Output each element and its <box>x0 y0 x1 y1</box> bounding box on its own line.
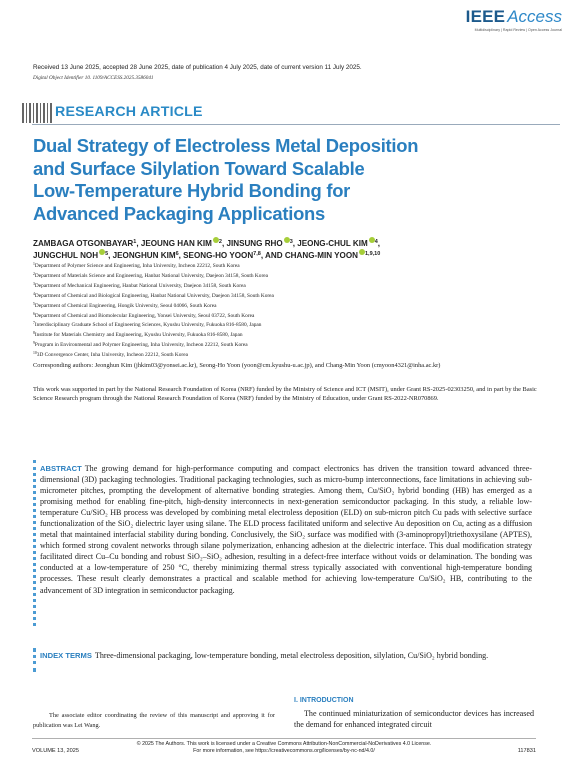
article-type-label: RESEARCH ARTICLE <box>55 104 203 120</box>
abstract-label: ABSTRACT <box>40 464 82 473</box>
banner-divider <box>32 124 560 125</box>
author-list: ZAMBAGA OTGONBAYAR$^1$, JEOUNG HAN KIM $^2$, JINSUNG RHO $^3$, JEONG-CHUL KIM $^4$, JUNGCHUL NOH $^5$, JEONGHUN KIM$^6$, SEONG-HO YOON$^{7,8}$, AND CHANG-MIN YOON $^{1,9,10}$ <box>33 239 381 260</box>
author-name: SEONG-HO YOON <box>183 251 254 260</box>
affiliation-item: $^8$Institute for Materials Chemistry and Engineering, Kyushu University, Fukuoka 816-8580, Japan <box>33 331 243 339</box>
affiliation-item: $^3$Department of Mechanical Engineering, Hanbat National University, Daejeon 34158, South Korea <box>33 281 246 289</box>
affiliation-item: $^1$Department of Polymer Science and Engineering, Inha University, Incheon 22212, South Korea <box>33 262 240 269</box>
author-name: JUNGCHUL NOH <box>33 251 99 260</box>
publication-dates: Received 13 June 2025, accepted 28 June 2025, date of publication 4 July 2025, date of current version 11 July 2025. <box>33 64 362 71</box>
affiliation-list <box>33 261 553 360</box>
logo-access: Access <box>507 7 562 26</box>
affiliation-item: $^6$Department of Chemical and Biomolecular Engineering, Yonsei University, Seoul 03722, South Korea <box>33 311 255 319</box>
doi: Digital Object Identifier 10. 1109/ACCESS.2025.3586041 <box>33 75 154 81</box>
author-name: JEOUNG HAN KIM <box>140 239 212 248</box>
author-name: CHANG-MIN YOON <box>284 251 358 260</box>
license-link[interactable]: For more information, see https://creativecommons.org/licenses/by-nc-nd/4.0/ <box>193 748 375 755</box>
author-name: ZAMBAGA OTGONBAYAR <box>33 239 134 248</box>
author-name: JINSUNG RHO <box>226 239 283 248</box>
introduction-text: The continued miniaturization of semiconductor devices has increased the demand for enhanced integrated circuit <box>294 709 534 729</box>
title-line: Low-Temperature Hybrid Bonding for <box>33 180 351 201</box>
journal-logo <box>436 8 562 38</box>
affiliation-item: $^2$Department of Materials Science and Engineering, Hanbat National University, Daejeon 34158, South Korea <box>33 271 268 279</box>
logo-tagline: Multidisciplinary | Rapid Review | Open Access Journal <box>474 28 562 32</box>
title-line: and Surface Silylation Toward Scalable <box>33 157 365 179</box>
index-terms-rule <box>33 648 39 672</box>
volume-info: VOLUME 13, 2025 <box>32 748 79 754</box>
title-line: Advanced Packaging Applications <box>33 202 326 224</box>
barcode-decoration <box>22 103 52 123</box>
logo-ieee: IEEE <box>465 7 506 26</box>
page-number: 117831 <box>517 748 536 754</box>
affiliation-item: $^9$Program in Environmental and Polymer Engineering, Inha University, Incheon 22212, South Korea <box>33 341 248 349</box>
index-terms-text: Three-dimensional packaging, low-temperature bonding, metal electroless deposition, silylation, Cu/SiO₂ hybrid bonding. <box>94 651 489 660</box>
affiliation-item: $^{10}$3D Convergence Center, Inha University, Incheon 22212, South Korea <box>33 351 188 359</box>
affiliation-item: $^7$Interdisciplinary Graduate School of Engineering Sciences, Kyushu University, Fukuoka 816-8580, Japan <box>33 321 262 329</box>
funding-statement: This work was supported in part by the National Research Foundation of Korea (NRF) funded by the Ministry of Science and ICT (MSIT), under Grant RS-2025-02303250, and in part by the Basic Science Research program through the National Research Foundation of Korea (NRF) funded by the Ministry of Education, under Grant RS-2022-NR070869. <box>33 386 537 402</box>
affiliation-item: $^4$Department of Chemical and Biological Engineering, Hanbat National University, Daejeon 34158, South Korea <box>33 291 274 299</box>
author-name: JEONG-CHUL KIM <box>297 239 368 248</box>
section-heading-introduction: I. INTRODUCTION <box>294 697 354 704</box>
license-line: © 2025 The Authors. This work is licensed under a Creative Commons Attribution-NonCommercial-NoDerivatives 4.0 License. <box>136 741 432 747</box>
paper-title <box>33 135 553 225</box>
affiliation-item: $^5$Department of Chemical Engineering, Hongik University, Seoul 04066, South Korea <box>33 301 217 309</box>
abstract-text: The growing demand for high-performance computing and compact electronics has driven the transition toward advanced three-dimensional (3D) packaging technologies. Traditional packaging technologies, such as micro-bump interconnections, face limitations in achieving sub-micrometer pitches, prompting the development of alternative bonding strategies. Among them, Cu/SiO₂ hybrid bonding (HB) has emerged as a promising method for enabling fine-pitch, high-density interconnects in next-generation semiconductor packaging. In this study, a reliable low-temperature Cu/SiO₂ HB process was developed by combining metal electroless deposition (ELD) on sub-micron pitch Cu pads with selective surface functionalization of the SiO₂ dielectric layer using silane. The ELD process facilitated uniform and selective Au deposition on Cu, acting as a diffusion metal that maintained interfacial stability during bonding. Conclusively, the SiO₂ surface was modified with (3-aminopropyl)triethoxysilane (APTES), which formed strong covalent networks through silane polymerization, enhancing adhesion at the dielectric interface. This dual modification strategy facilitated direct Cu–Cu bonding and robust SiO₂–SiO₂ adhesion, resulting in a defect-free interface without voids or delamination. The bonding was conducted at a low-temperature of 250 °C, thereby minimizing thermal stress typically associated with conventional high-temperature bonding processes. These result clearly demonstrates a practical and scalable method for achieving low-temperature Cu/SiO₂ HB, contributing to the advancement of 3D integration in semiconductor packaging. <box>40 464 532 595</box>
corresponding-authors: Corresponding authors: Jeonghun Kim (jhkim03@yonsei.ac.kr), Seong-Ho Yoon (yoon@cm.kyushu-u.ac.jp), and Chang-Min Yoon (cmyoon4321@inha.ac.kr) <box>33 362 441 369</box>
index-terms <box>40 650 532 661</box>
index-terms-label: INDEX TERMS <box>40 651 92 660</box>
author-name: JEONGHUN KIM <box>112 251 176 260</box>
editor-note: The associate editor coordinating the review of this manuscript and approving it for publication was Lei Wang. <box>33 712 275 729</box>
title-line: Dual Strategy of Electroless Metal Deposition <box>33 135 419 156</box>
footer-divider <box>32 738 536 739</box>
author-conjunction: AND <box>265 251 283 260</box>
license-notice <box>32 741 536 756</box>
abstract <box>40 463 532 596</box>
